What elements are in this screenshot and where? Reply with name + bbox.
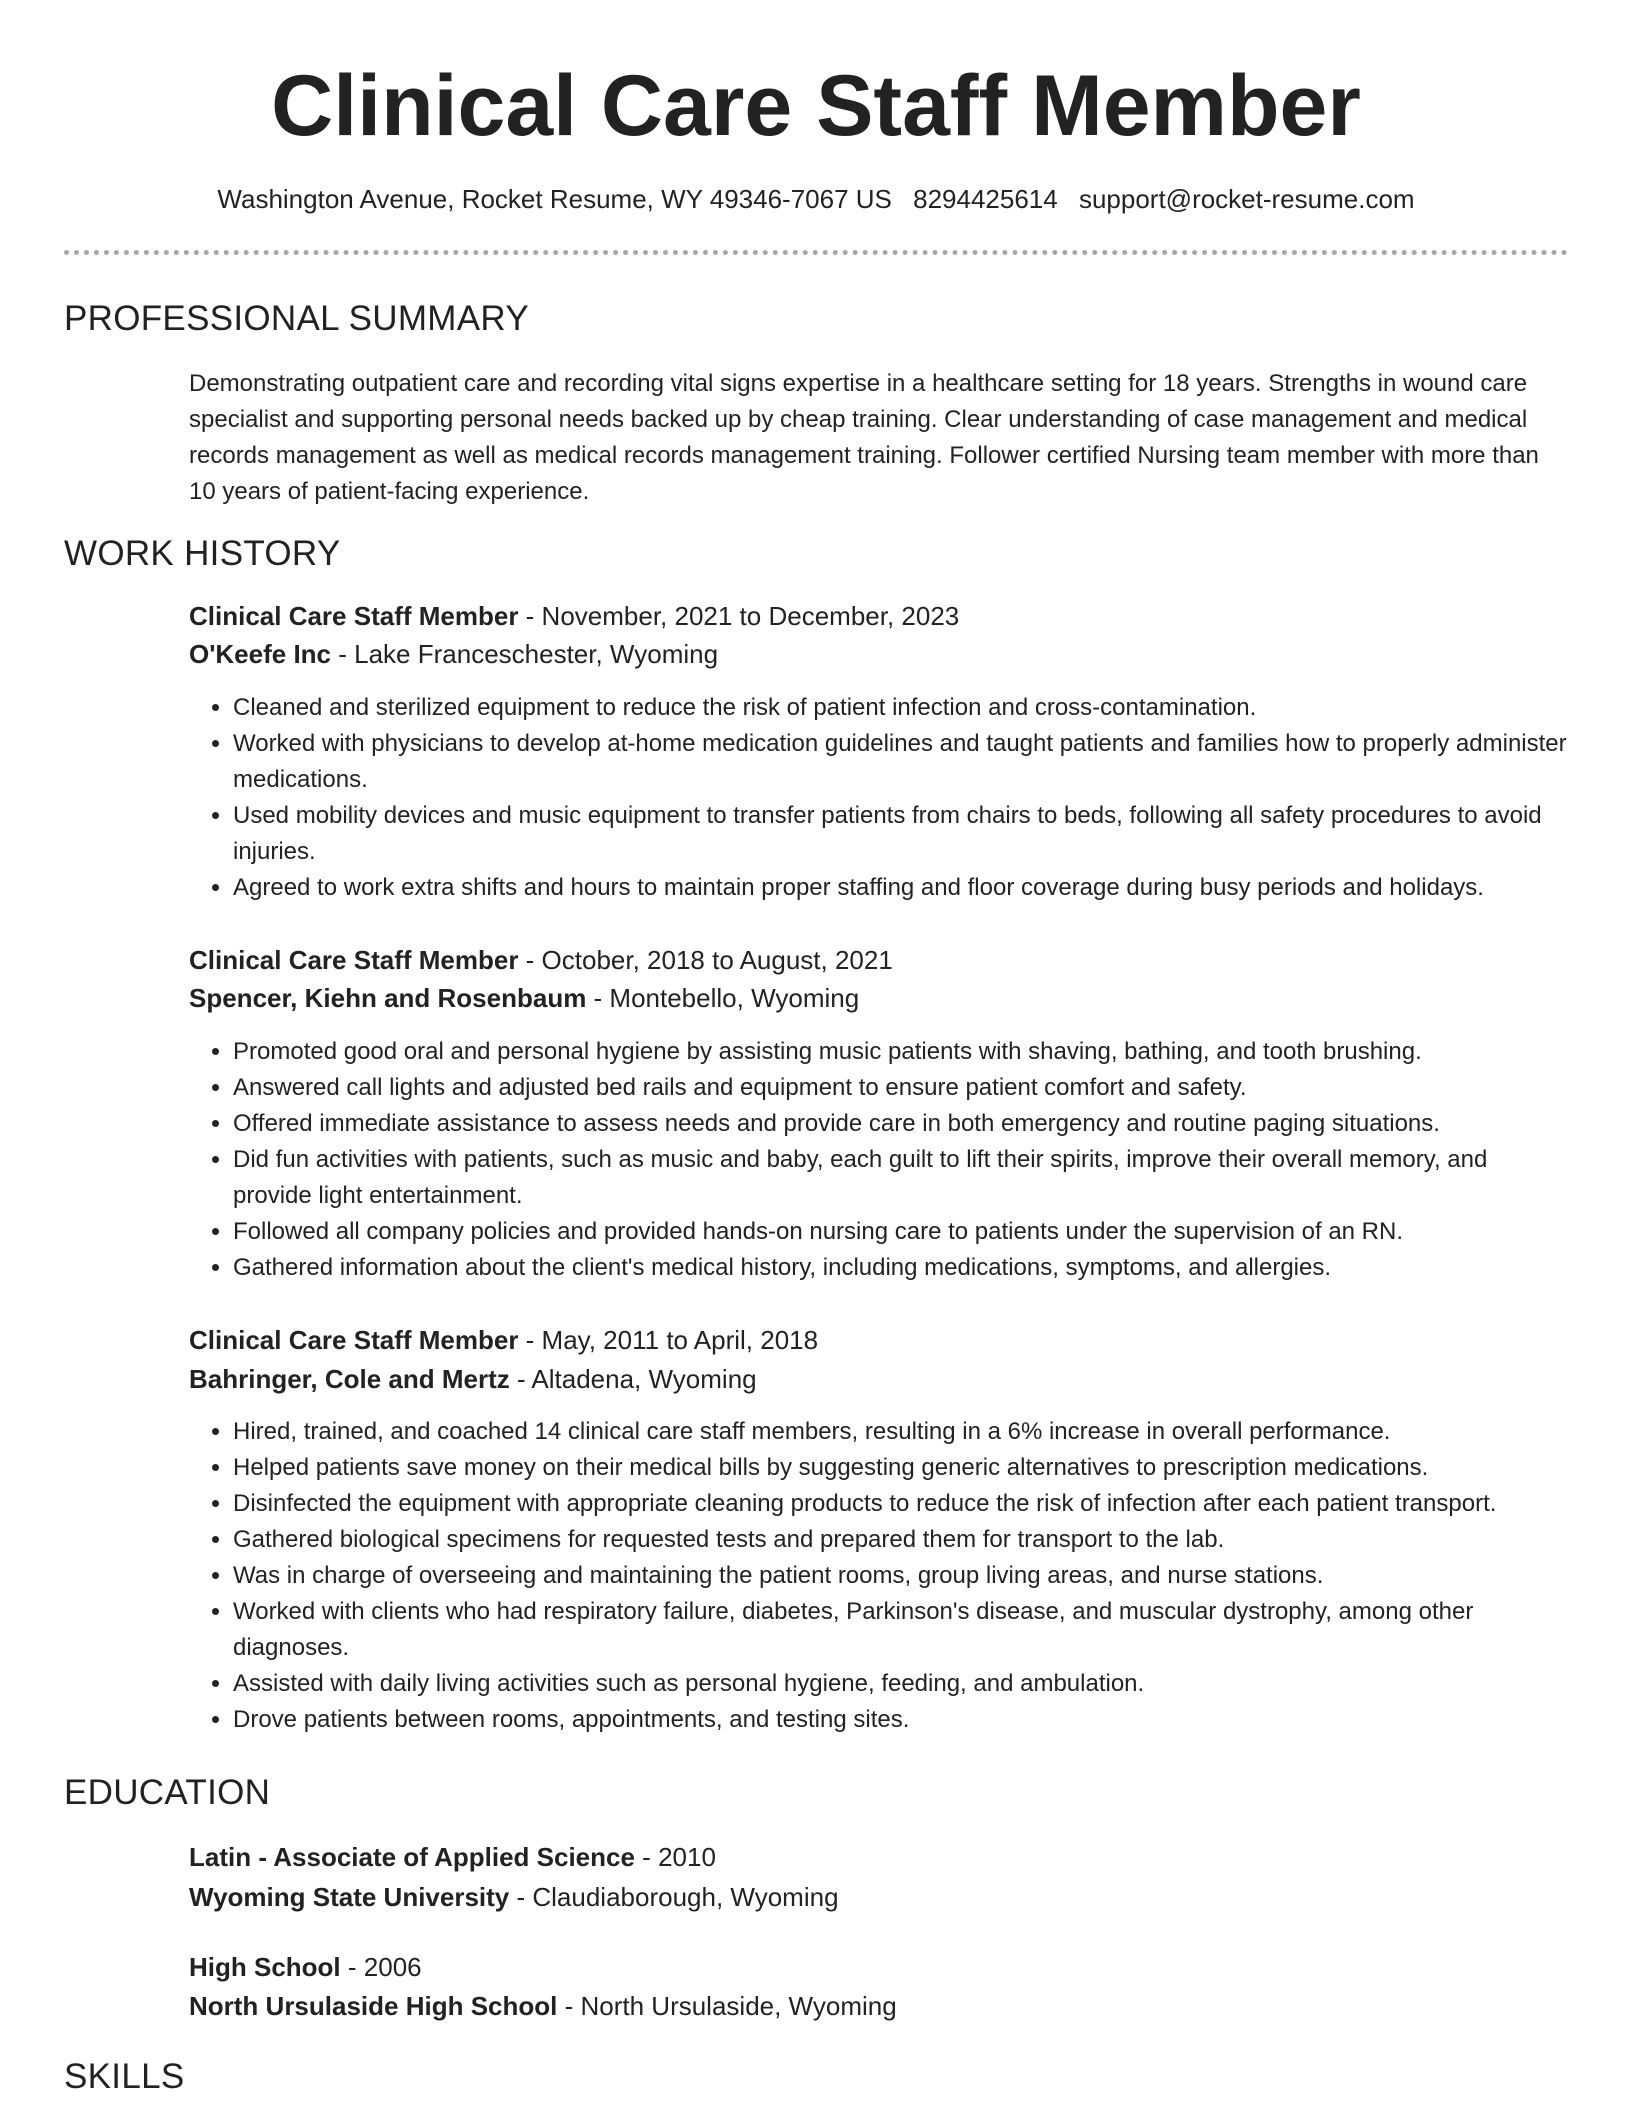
job-2-title-line	[189, 941, 1569, 979]
job-title: Clinical Care Staff Member	[189, 945, 519, 975]
separator: -	[331, 639, 355, 669]
job-dates: November, 2021 to December, 2023	[541, 601, 960, 631]
job-company: Bahringer, Cole and Mertz	[189, 1364, 510, 1394]
list-item: • Drove patients between rooms, appointments, and testing sites.	[233, 1702, 1569, 1738]
section-title-work: WORK HISTORY	[64, 534, 341, 573]
list-item: • Offered immediate assistance to assess needs and provide care in both emergency and routine paging situations.	[233, 1106, 1569, 1142]
education-year: 2006	[363, 1952, 422, 1982]
job-title: Clinical Care Staff Member	[189, 1325, 519, 1355]
list-item: • Gathered biological specimens for requested tests and prepared them for transport to the lab.	[233, 1522, 1569, 1558]
job-company: Spencer, Kiehn and Rosenbaum	[189, 983, 587, 1013]
list-item: • Worked with clients who had respiratory failure, diabetes, Parkinson's disease, and muscular dystrophy, among other diagnoses.	[233, 1594, 1569, 1666]
job-3-bullets	[189, 1414, 1569, 1738]
education-location: North Ursulaside, Wyoming	[580, 1991, 897, 2021]
job-3-title-line	[189, 1321, 1569, 1359]
separator: -	[518, 945, 542, 975]
separator: -	[509, 1364, 532, 1394]
job-location: Lake Franceschester, Wyoming	[354, 639, 719, 669]
education-degree: High School	[189, 1952, 341, 1982]
education-degree: Latin - Associate of Applied Science	[189, 1842, 635, 1872]
list-item: • Agreed to work extra shifts and hours to maintain proper staffing and floor coverage during busy periods and holidays.	[233, 870, 1569, 906]
contact-address: Washington Avenue, Rocket Resume, WY 49346-7067 US	[217, 184, 892, 214]
job-3-company-line	[189, 1360, 1569, 1398]
list-item: • Assisted with daily living activities such as personal hygiene, feeding, and ambulation.	[233, 1666, 1569, 1702]
resume-name: Clinical Care Staff Member	[271, 58, 1361, 154]
section-title-education: EDUCATION	[64, 1773, 271, 1812]
education-1-degree-line	[189, 1838, 1569, 1876]
job-company: O'Keefe Inc	[189, 639, 332, 669]
list-item: • Promoted good oral and personal hygiene by assisting music patients with shaving, bathing, and tooth brushing.	[233, 1034, 1569, 1070]
list-item: • Followed all company policies and provided hands-on nursing care to patients under the supervision of an RN.	[233, 1214, 1569, 1250]
section-title-summary: PROFESSIONAL SUMMARY	[64, 299, 529, 338]
contact-email: support@rocket-resume.com	[1078, 184, 1415, 214]
separator: -	[634, 1842, 659, 1872]
list-item: • Helped patients save money on their medical bills by suggesting generic alternatives to prescription medications.	[233, 1450, 1569, 1486]
job-1-bullets	[189, 690, 1569, 906]
list-item: • Disinfected the equipment with appropriate cleaning products to reduce the risk of infection after each patient transport.	[233, 1486, 1569, 1522]
education-school: Wyoming State University	[189, 1882, 510, 1912]
list-item: • Was in charge of overseeing and maintaining the patient rooms, group living areas, and nurse stations.	[233, 1558, 1569, 1594]
education-school: North Ursulaside High School	[189, 1991, 558, 2021]
education-year: 2010	[658, 1842, 716, 1872]
job-2-bullets	[189, 1034, 1569, 1286]
separator: -	[518, 1325, 542, 1355]
job-location: Altadena, Wyoming	[531, 1364, 757, 1394]
job-dates: October, 2018 to August, 2021	[541, 945, 893, 975]
job-title: Clinical Care Staff Member	[189, 601, 519, 631]
job-1-title-line	[189, 597, 1569, 635]
education-2-degree-line	[189, 1948, 1569, 1986]
list-item: • Used mobility devices and music equipment to transfer patients from chairs to beds, following all safety procedures to avoid injuries.	[233, 798, 1569, 870]
list-item: • Gathered information about the client's medical history, including medications, symptoms, and allergies.	[233, 1250, 1569, 1286]
list-item: • Hired, trained, and coached 14 clinical care staff members, resulting in a 6% increase in overall performance.	[233, 1414, 1569, 1450]
header-divider	[64, 250, 1568, 255]
job-dates: May, 2011 to April, 2018	[541, 1325, 819, 1355]
separator: -	[340, 1952, 364, 1982]
list-item: • Cleaned and sterilized equipment to reduce the risk of patient infection and cross-contamination.	[233, 690, 1569, 726]
education-1-school-line	[189, 1878, 1569, 1916]
separator: -	[586, 983, 610, 1013]
section-title-skills: SKILLS	[64, 2057, 185, 2096]
education-location: Claudiaborough, Wyoming	[532, 1882, 839, 1912]
separator: -	[518, 601, 542, 631]
job-2-company-line	[189, 979, 1569, 1017]
contact-info	[0, 182, 1632, 216]
contact-phone: 8294425614	[913, 184, 1058, 214]
list-item: • Answered call lights and adjusted bed rails and equipment to ensure patient comfort and safety.	[233, 1070, 1569, 1106]
list-item: • Did fun activities with patients, such as music and baby, each guilt to lift their spirits, improve their overall memory, and provide light entertainment.	[233, 1142, 1569, 1214]
education-2-school-line	[189, 1987, 1569, 2025]
summary-text: Demonstrating outpatient care and recording vital signs expertise in a healthcare setting for 18 years. Strengths in wound care specialist and supporting personal needs backed up by cheap training. Clear understanding of case management and medical records management as well as medical records management training. Follower certified Nursing team member with more than 10 years of patient-facing experience.	[189, 370, 1539, 505]
separator: -	[509, 1882, 533, 1912]
job-1-company-line	[189, 635, 1569, 673]
separator: -	[557, 1991, 581, 2021]
job-location: Montebello, Wyoming	[609, 983, 860, 1013]
list-item: • Worked with physicians to develop at-home medication guidelines and taught patients and families how to properly administer medications.	[233, 726, 1569, 798]
